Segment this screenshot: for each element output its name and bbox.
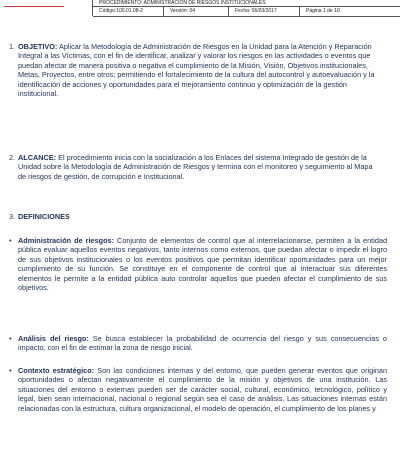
section-alcance bbox=[9, 153, 387, 193]
header-meta-row bbox=[93, 7, 400, 17]
bullet: • bbox=[9, 236, 12, 245]
section-text: Aplicar la Metodología de Administración de Riesgos en la Unidad para la Atención y Reparación Integral a las Víctimas, con el fin de identificar, analizar y valorar los riesgos en las actividades o eventos que puedan afectar de manera positiva o negativa el cumplimiento de la Misión, Visión, Objetivos institucionales, Metas, Proyectos, entre otros; permitiendo el fortalecimiento de la cultura del autocontrol y autoevaluación y la identificación de acciones y oportunidades para el mejoramiento continuo y optimización de la gestión institucional. bbox=[18, 42, 375, 99]
definition-text: Conjunto de elementos de control que al interrelacionarse, permiten a la entidad pública evaluar aquellos eventos negativos, tanto internos como externos, que puedan afectar o impedir el logro de sus objetivos institucionales o los eventos positivos que permitan identificar oportunidades para un mejor cumplimiento de su función. Se constituye en el componente de control que al interactuar sus diferentes elementos le permite a la entidad pública auto controlar aquellos que pueden afectar el cumplimiento de sus objetivos. bbox=[18, 236, 388, 293]
definition-item bbox=[9, 366, 387, 413]
section-heading: DEFINICIONES bbox=[18, 212, 70, 221]
definition-term: Análisis del riesgo: bbox=[18, 334, 89, 343]
section-heading: OBJETIVO: bbox=[18, 42, 58, 51]
bullet: • bbox=[9, 366, 12, 375]
procedure-title: PROCEDIMIENTO: ADMINISTRACIÓN DE RIESGOS INSTITUCIONALES bbox=[93, 0, 400, 7]
version: Versión: 04 bbox=[164, 7, 229, 16]
definition-item bbox=[9, 236, 388, 293]
section-objetivo bbox=[9, 42, 387, 138]
definition-text: Son las condiciones internas y del entorno, que pueden generar eventos que originan oportunidades o afectan negativamente el cumplimiento de la misión y objetivos de una institución. Las situaciones del entorno o externas pueden ser de carácter social, cultural, económico, tecnológico, político y legal, bien sean internacional, nacional o regional según sea el caso de análisis. Las situaciones internas están relacionadas con la estructura, cultura organizacional, el modelo de operación, el cumplimiento de los planes y bbox=[18, 366, 387, 413]
section-heading: ALCANCE: bbox=[18, 153, 57, 162]
section-definiciones bbox=[9, 212, 387, 222]
section-text: El procedimiento inicia con la socialización a los Enlaces del sistema Integrado de gestión de la Unidad sobre la Metodología de Administración de Riesgos y termina con el monitoreo y seguimiento al Mapa de riesgos de gestión, de corrupción e Institucional. bbox=[18, 153, 373, 181]
definition-text: Se busca establecer la probabilidad de ocurrencia del riesgo y sus consecuencias o impacto, con el fin de estimar la zona de riesgo inicial. bbox=[18, 334, 387, 353]
fecha: Fecha: 06/03/2017 bbox=[229, 7, 300, 16]
section-number: 1. bbox=[9, 42, 16, 51]
definition-term: Contexto estratégico: bbox=[18, 366, 95, 375]
codigo: Código:100.01.08-2 bbox=[93, 7, 164, 16]
logo bbox=[4, 0, 64, 7]
header-table bbox=[92, 0, 400, 16]
section-number: 3. bbox=[9, 212, 16, 221]
bullet: • bbox=[9, 334, 12, 343]
document-header bbox=[0, 0, 400, 18]
definition-term: Administración de riesgos: bbox=[18, 236, 115, 245]
section-number: 2. bbox=[9, 153, 16, 162]
definition-item bbox=[9, 334, 387, 353]
pagina: Página 1 de 10 bbox=[306, 8, 340, 14]
